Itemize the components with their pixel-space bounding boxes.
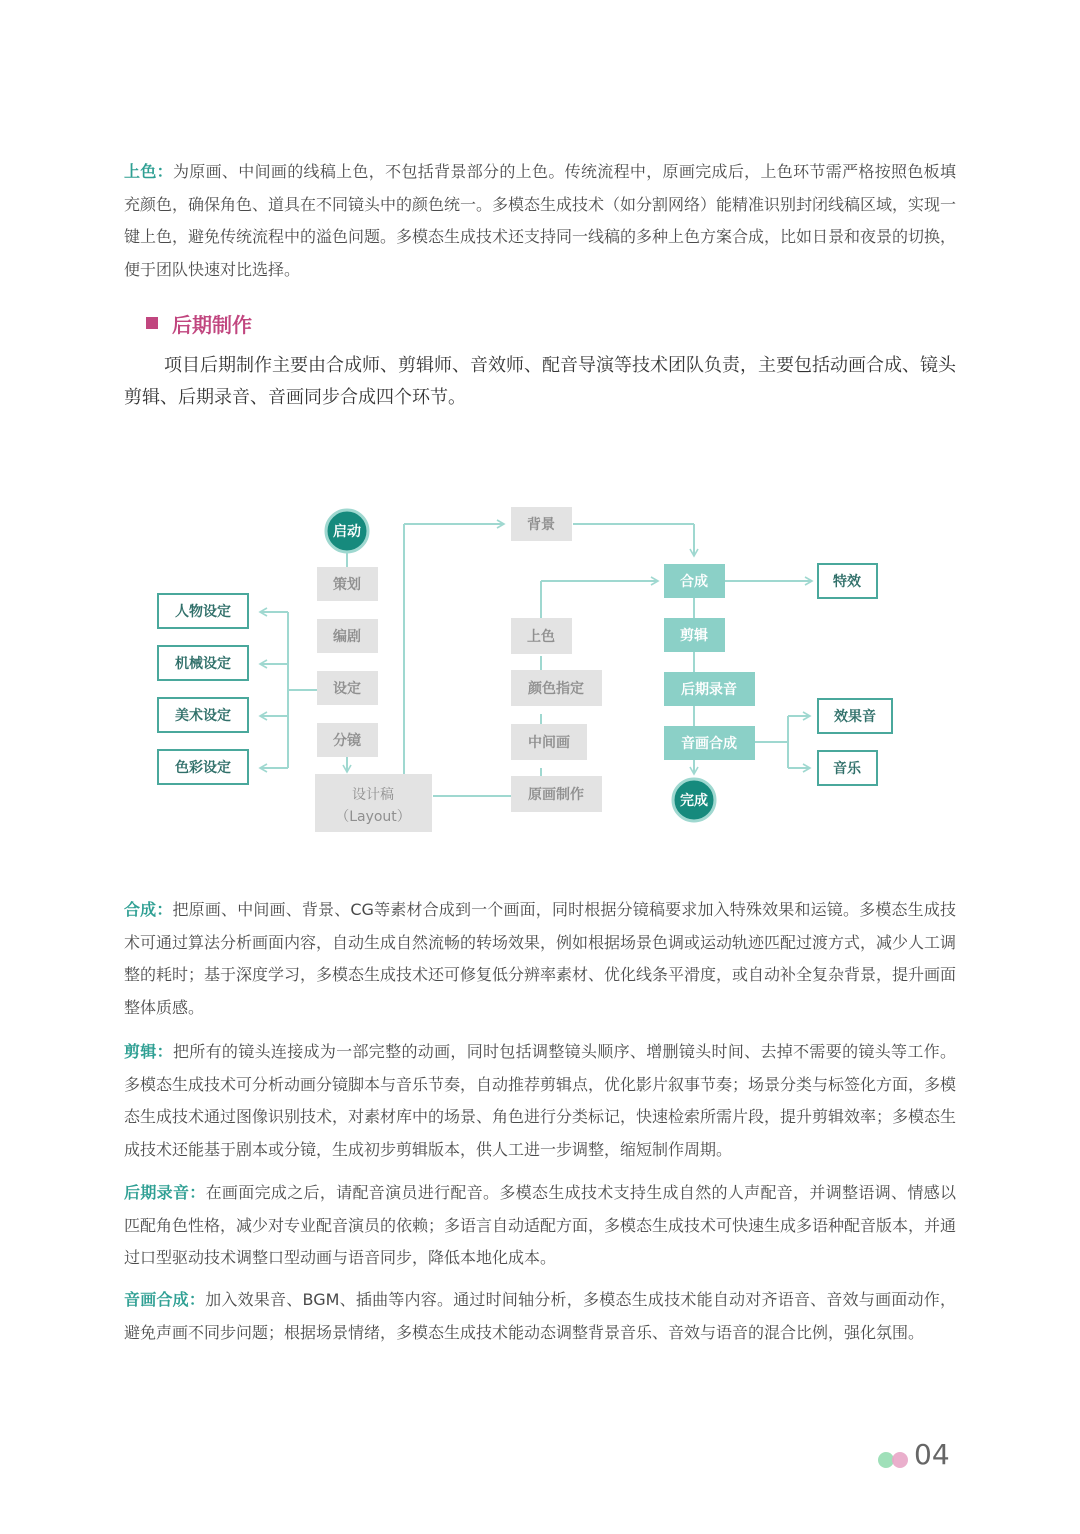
music-label: 音乐 (833, 761, 861, 777)
sound-mixing-term: 音画合成： (124, 1290, 206, 1309)
end-node (673, 779, 715, 821)
flow-step: 分镜 (333, 733, 361, 749)
sound-mixing-paragraph (124, 1284, 956, 1349)
page-number: 04 (914, 1438, 950, 1471)
layout-label: 设计稿 (352, 787, 394, 803)
coloring-term: 上色： (124, 162, 173, 181)
dubbing-term: 后期录音： (124, 1183, 206, 1202)
compositing-paragraph (124, 894, 956, 1024)
flow-step: 编剧 (333, 629, 361, 645)
settings-label: 机械设定 (175, 656, 231, 672)
dubbing-paragraph (124, 1177, 956, 1275)
sound-effects-label: 效果音 (834, 709, 876, 725)
flow-step: 合成 (680, 574, 708, 590)
coloring-text: 为原画、中间画的线稿上色，不包括背景部分的上色。传统流程中，原画完成后，上色环节需严格按照色板填充颜色，确保角色、道具在不同镜头中的颜色统一。多模态生成技术（如分割网络）能精准识别封闭线稿区域，实现一键上色，避免传统流程中的溢色问题。多模态生成技术还支持同一线稿的多种上色方案合成，比如日景和夜景的切换，便于团队快速对比选择。 (124, 162, 957, 279)
editing-text: 把所有的镜头连接成为一部完整的动画，同时包括调整镜头顺序、增删镜头时间、去掉不需要的镜头等工作。多模态生成技术可分析动画分镜脚本与音乐节奏，自动推荐剪辑点，优化影片叙事节奏；场景分类与标签化方面，多模态生成技术通过图像识别技术，对素材库中的场景、角色进行分类标记，快速检索所需片段，提升剪辑效率；多模态生成技术还能基于剧本或分镜，生成初步剪辑版本，供人工进一步调整，缩短制作周期。 (124, 1042, 957, 1159)
settings-label: 美术设定 (175, 708, 231, 724)
coloring-paragraph (124, 156, 956, 286)
production-flowchart (0, 490, 1080, 850)
post-production-steps (664, 564, 755, 760)
output-boxes (818, 564, 892, 785)
editing-paragraph (124, 1036, 956, 1166)
settings-boxes (158, 594, 248, 784)
flow-step: 后期录音 (681, 682, 737, 698)
flow-step: 中间画 (528, 735, 570, 751)
background-label: 背景 (527, 517, 555, 533)
flow-step: 设定 (333, 681, 361, 697)
end-label: 完成 (680, 793, 708, 809)
section-title: 后期制作 (172, 312, 252, 337)
section-intro: 项目后期制作主要由合成师、剪辑师、音效师、配音导演等技术团队负责，主要包括动画合成、镜头剪辑、后期录音、音画同步合成四个环节。 (124, 355, 956, 408)
flow-step: 策划 (333, 577, 361, 593)
effects-label: 特效 (833, 574, 861, 590)
pink-dot-icon (892, 1452, 908, 1468)
compositing-text: 把原画、中间画、背景、CG等素材合成到一个画面，同时根据分镜稿要求加入特殊效果和运镜。多模态生成技术可通过算法分析画面内容，自动生成自然流畅的转场效果，例如根据场景色调或运动轨迹匹配过渡方式，减少人工调整的耗时；基于深度学习，多模态生成技术还可修复低分辨率素材、优化线条平滑度，或自动补全复杂背景，提升画面整体质感。 (124, 900, 957, 1017)
sound-mixing-text: 加入效果音、BGM、插曲等内容。通过时间轴分析，多模态生成技术能自动对齐语音、音效与画面动作，避免声画不同步问题；根据场景情绪，多模态生成技术能动态调整背景音乐、音效与语音的混合比例，强化氛围。 (124, 1290, 956, 1342)
settings-label: 色彩设定 (175, 760, 231, 776)
editing-term: 剪辑： (124, 1042, 173, 1061)
section-heading (146, 306, 252, 340)
settings-label: 人物设定 (175, 604, 231, 620)
flow-step: 颜色指定 (528, 681, 584, 697)
layout-box (315, 774, 432, 832)
drawing-steps (511, 618, 602, 812)
compositing-term: 合成： (124, 900, 173, 919)
layout-sublabel: （Layout） (335, 809, 411, 825)
start-label: 启动 (333, 524, 361, 540)
background-box (511, 507, 572, 541)
square-bullet-icon (146, 317, 158, 329)
flow-step: 原画制作 (528, 787, 584, 803)
dubbing-text: 在画面完成之后，请配音演员进行配音。多模态生成技术支持生成自然的人声配音，并调整语调、情感以匹配角色性格，减少对专业配音演员的依赖；多语言自动适配方面，多模态生成技术可快速生成多语种配音版本，并通过口型驱动技术调整口型动画与语音同步，降低本地化成本。 (124, 1183, 957, 1267)
start-node (326, 510, 368, 552)
flow-step: 上色 (527, 629, 555, 645)
flow-step: 剪辑 (680, 628, 708, 644)
pre-production-steps (317, 567, 378, 757)
flow-step: 音画合成 (681, 736, 737, 752)
